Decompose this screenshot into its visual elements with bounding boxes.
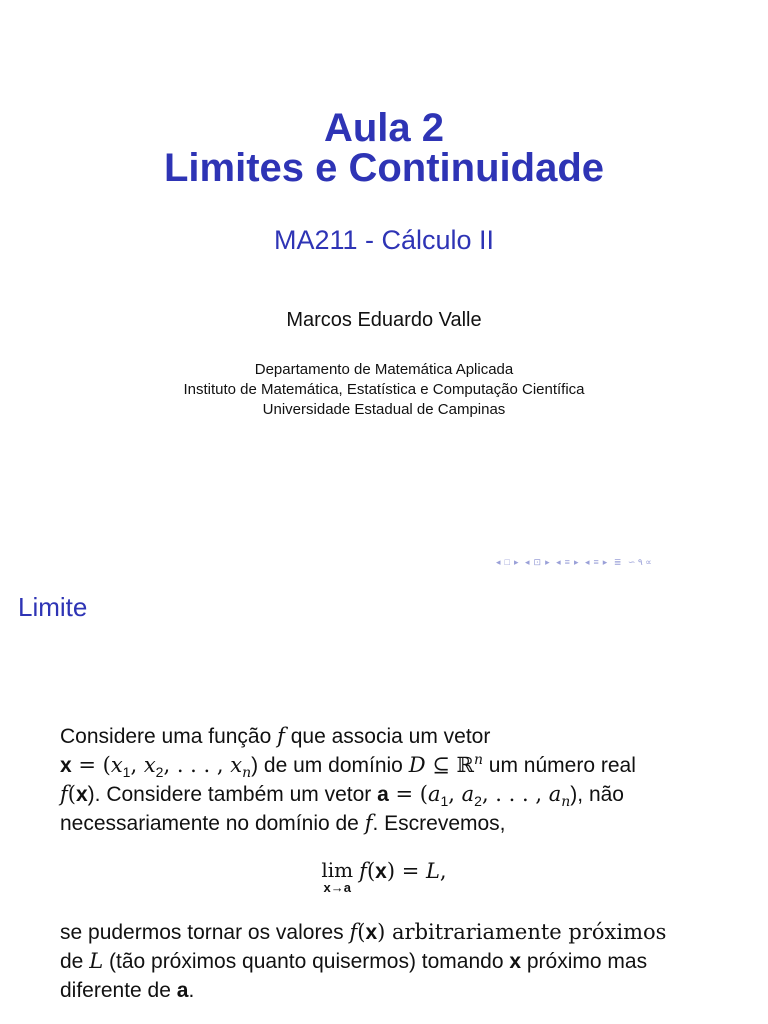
math-x-bold: x bbox=[75, 783, 88, 806]
math-f: f bbox=[364, 811, 373, 835]
subscript: n bbox=[242, 765, 252, 782]
text-run: de bbox=[60, 950, 90, 973]
math-x-bold: x bbox=[509, 950, 522, 973]
math-L: L bbox=[89, 949, 104, 973]
search-zoom-icon[interactable]: ∽ ۹ ∝ bbox=[627, 557, 652, 567]
frame-prev-icon[interactable]: ◂ bbox=[496, 557, 501, 567]
text-run: se pudermos tornar os valores bbox=[60, 921, 350, 944]
math-f: f bbox=[277, 724, 285, 748]
math-x-bold: x bbox=[60, 754, 72, 777]
math-run: ( bbox=[357, 920, 366, 944]
frame-icon[interactable]: □ bbox=[504, 557, 510, 567]
subsection-icon[interactable]: ⊡ bbox=[533, 557, 542, 567]
section-next-icon[interactable]: ▸ bbox=[573, 557, 579, 567]
text-run: ). Considere também um vetor bbox=[87, 783, 378, 806]
math-D: D bbox=[408, 753, 426, 777]
math-f: f bbox=[349, 920, 358, 944]
math-a-bold: a bbox=[176, 979, 189, 1002]
math-f: f bbox=[60, 782, 68, 806]
lim-subscript: x→a bbox=[323, 880, 351, 895]
subsection-next-icon[interactable]: ▸ bbox=[545, 557, 550, 567]
university-line: Universidade Estadual de Campinas bbox=[262, 401, 506, 418]
math-x1: x bbox=[110, 753, 123, 777]
math-an: a bbox=[548, 782, 562, 806]
text-run: (tão próximos quanto quisermos) tomando bbox=[103, 950, 510, 973]
author-name: Marcos Eduardo Valle bbox=[286, 309, 482, 331]
math-run: ) = bbox=[386, 859, 426, 883]
text-run: ) arbitrariamente próximos bbox=[377, 920, 667, 944]
math-x-bold: x bbox=[375, 860, 387, 883]
definition-paragraph bbox=[60, 722, 720, 838]
frame-next-icon[interactable]: ▸ bbox=[513, 557, 519, 567]
text-run: . Escrevemos, bbox=[372, 812, 506, 835]
math-a-bold: a bbox=[377, 783, 389, 806]
text-run: necessariamente no domínio de bbox=[60, 812, 365, 835]
text-run: ) de um domínio bbox=[251, 754, 409, 777]
subscript: 1 bbox=[122, 764, 131, 781]
sub2-icon[interactable]: ≡ bbox=[593, 557, 599, 567]
math-L: L bbox=[425, 859, 440, 883]
text-run: diferente de bbox=[60, 979, 177, 1002]
math-x-bold: x bbox=[365, 921, 378, 944]
math-run: ( bbox=[67, 782, 76, 806]
section-prev-icon[interactable]: ◂ bbox=[556, 557, 561, 567]
institute-line: Instituto de Matemática, Estatística e Computação Científica bbox=[183, 381, 585, 398]
beamer-navigation-bar bbox=[496, 556, 656, 568]
subscript: n bbox=[561, 794, 571, 811]
text-run: . bbox=[188, 979, 195, 1002]
math-a1: a bbox=[427, 782, 441, 806]
math-run: , bbox=[130, 753, 144, 777]
affiliation bbox=[0, 360, 768, 420]
subsection-prev-icon[interactable]: ◂ bbox=[525, 557, 530, 567]
lim-word: lim bbox=[321, 858, 354, 882]
math-xn: x bbox=[230, 753, 243, 777]
math-run: ( bbox=[366, 859, 376, 883]
math-run: , bbox=[448, 782, 462, 806]
text-run: um número real bbox=[482, 754, 636, 777]
math-a2: a bbox=[461, 782, 475, 806]
section-icon[interactable]: ≡ bbox=[564, 557, 570, 567]
subscript: 2 bbox=[155, 764, 164, 781]
math-x2: x bbox=[143, 753, 156, 777]
text-run: próximo mas bbox=[521, 950, 648, 973]
text-run: ), não bbox=[570, 783, 624, 806]
math-run: , . . . , bbox=[481, 782, 549, 806]
subscript: 2 bbox=[474, 793, 482, 810]
math-run: = ( bbox=[388, 782, 428, 806]
presentation-title bbox=[0, 108, 768, 188]
document-icon[interactable]: ≣ bbox=[613, 557, 622, 567]
math-run: , bbox=[439, 859, 447, 883]
math-run: , . . . , bbox=[163, 753, 231, 777]
text-run: Considere uma função bbox=[60, 725, 278, 748]
title-line-2: Limites e Continuidade bbox=[163, 146, 605, 190]
course-subtitle: MA211 - Cálculo II bbox=[273, 225, 495, 255]
title-line-1: Aula 2 bbox=[323, 106, 445, 150]
math-subset-R: ⊆ ℝ bbox=[425, 753, 474, 777]
limit-equation bbox=[0, 858, 768, 894]
limit-slide bbox=[0, 576, 768, 1024]
explanation-paragraph bbox=[60, 918, 720, 1005]
sub2-prev-icon[interactable]: ◂ bbox=[584, 557, 590, 567]
frame-title: Limite bbox=[18, 592, 88, 622]
math-run: = ( bbox=[71, 753, 111, 777]
sub2-next-icon[interactable]: ▸ bbox=[602, 557, 608, 567]
subscript: 1 bbox=[440, 793, 449, 810]
text-run: que associa um vetor bbox=[284, 725, 491, 748]
math-f: f bbox=[359, 859, 367, 883]
superscript: n bbox=[473, 752, 483, 768]
department-line: Departamento de Matemática Aplicada bbox=[254, 361, 514, 378]
lim-operator bbox=[321, 858, 353, 894]
